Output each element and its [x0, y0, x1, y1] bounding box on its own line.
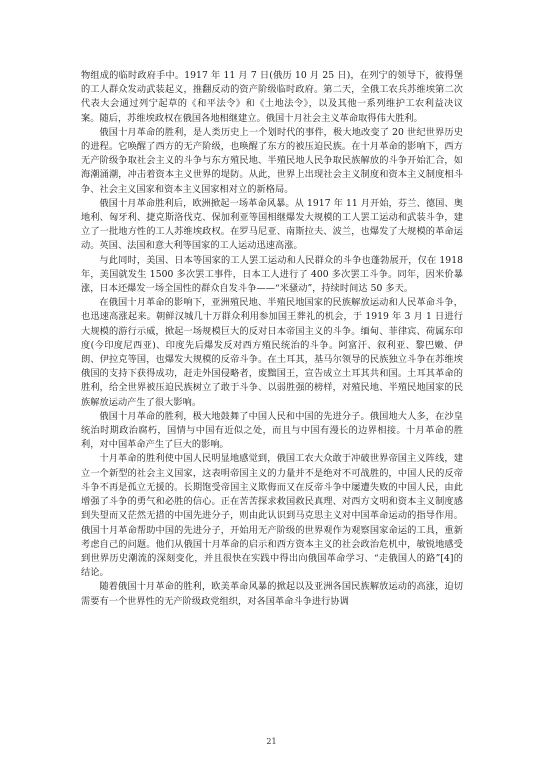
paragraph: 随着俄国十月革命的胜利，欧美革命风暴的掀起以及亚洲各国民族解放运动的高涨，迫切需要有一个世界性的无产阶级政党组织，对各国革命斗争进行协调: [81, 581, 463, 607]
body-text: [81, 69, 463, 609]
paragraph: 物组成的临时政府手中。1917 年 11 月 7 日(俄历 10 月 25 日)，在列宁的领导下，彼得堡的工人群众发动武装起义，推翻反动的资产阶级临时政府。第二天，全俄工农兵苏维埃第二次代表大会通过列宁起草的《和平法令》和《土地法令》，以及其他一系列维护工农利益决议案。随后，苏维埃政权在俄国各地相继建立。俄国十月社会主义革命取得伟大胜利。: [81, 70, 463, 124]
paragraph: 在俄国十月革命的影响下，亚洲殖民地、半殖民地国家的民族解放运动和人民革命斗争，也迅速高涨起来。朝鲜汉城几十万群众利用参加国王葬礼的机会，于 1919 年 3 月 1 日进行大规模的游行示威，掀起一场规模巨大的反对日本帝国主义的斗争。缅甸、菲律宾、荷属东印度(今印度尼西亚)、印度先后爆发反对西方殖民统治的斗争。阿富汗、叙利亚、黎巴嫩、伊朗、伊拉克等国，也爆发大规模的反帝斗争。在土耳其，基马尔领导的民族独立斗争在苏维埃俄国的支持下获得成功，赶走外国侵略者，废黜国王，宣告成立土耳其共和国。土耳其革命的胜利，给全世界被压迫民族树立了敢于斗争、以弱胜强的榜样，对殖民地、半殖民地国家的民族解放运动产生了很大影响。: [81, 297, 463, 408]
paragraph: 俄国十月革命胜利后，欧洲掀起一场革命风暴。从 1917 年 11 月开始，芬兰、德国、奥地利、匈牙利、捷克斯洛伐克、保加利亚等国相继爆发大规模的工人罢工运动和武装斗争，建立了一批地方性的工人苏维埃政权。在罗马尼亚、南斯拉夫、波兰，也爆发了大规模的革命运动。英国、法国和意大利等国家的工人运动迅速高涨。: [81, 197, 463, 252]
page-number: 21: [266, 737, 277, 746]
paragraph: 俄国十月革命的胜利，极大地鼓舞了中国人民和中国的先进分子。俄国地大人多，在沙皇统治时期政治腐朽，国情与中国有近似之处，而且与中国有漫长的边界相接。十月革命的胜利，对中国革命产生了巨大的影响。: [81, 410, 463, 451]
paragraph: 俄国十月革命的胜利，是人类历史上一个划时代的事件，极大地改变了 20 世纪世界历史的进程。它唤醒了西方的无产阶级，也唤醒了东方的被压迫民族。在十月革命的影响下，西方无产阶级争取社会主义的斗争与东方殖民地、半殖民地人民争取民族解放的斗争开始汇合，如海潮涌潮，冲击着资本主义世界的堤防。从此，世界上出现社会主义制度和资本主义制度相斗争、社会主义国家和资本主义国家相对立的新格局。: [81, 126, 463, 195]
paragraph: 与此同时，美国、日本等国家的工人罢工运动和人民群众的斗争也蓬勃展开，仅在 1918 年，美国就发生 1500 多次罢工事件，日本工人进行了 400 多次罢工斗争。同年，因米价暴涨，日本还爆发一场全国性的群众自发斗争——“米骚动”，持续时间达 50 多天。: [81, 254, 463, 295]
paragraph: 十月革命的胜利使中国人民明显地感觉到，俄国工农大众敢于冲破世界帝国主义阵线，建立一个新型的社会主义国家，这表明帝国主义的力量并不是绝对不可战胜的，中国人民的反帝斗争不再是孤立无援的。长期饱受帝国主义欺侮而又在反帝斗争中屡遭失败的中国人民，由此增强了斗争的勇气和必胜的信心。正在苦苦探求救国救民真理、对西方文明和资本主义制度感到失望而又茫然无措的中国先进分子，则由此认识到马克思主义对中国革命运动的指导作用。俄国十月革命帮助中国的先进分子，开始用无产阶级的世界观作为观察国家命运的工具，重新考虑自己的问题。他们从俄国十月革命的启示和西方资本主义的社会政治危机中，敏锐地感受到世界历史潮流的深刻变化，并且很快在实践中得出向俄国革命学习、“走俄国人的路”[4]的结论。: [81, 453, 463, 579]
